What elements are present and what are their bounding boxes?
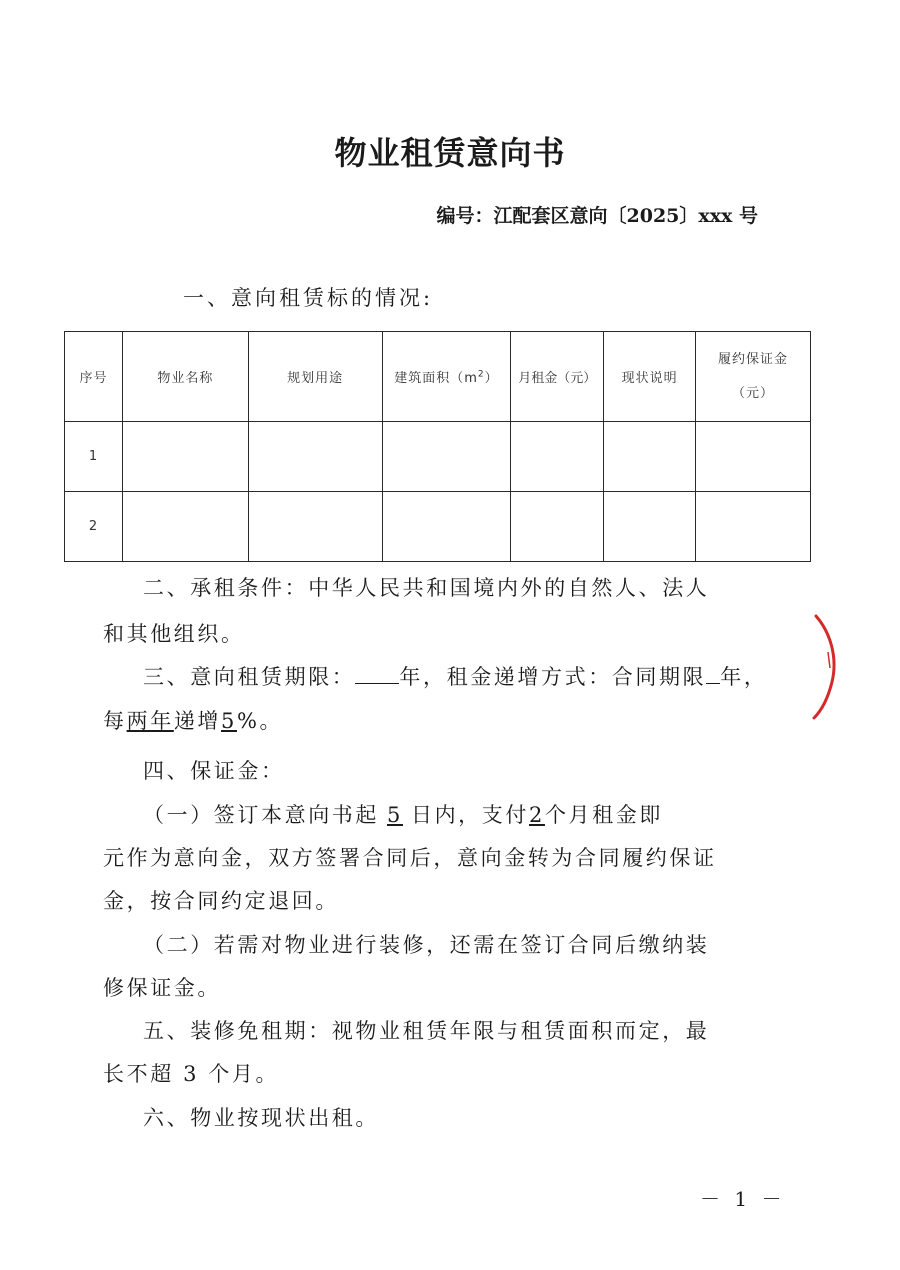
lease-term-label: 三、意向租赁期限：: [143, 665, 356, 689]
cell-rent[interactable]: [511, 422, 604, 492]
deposit-days: 5: [387, 803, 403, 827]
deposit-clause-end: 个月租金即: [544, 803, 663, 827]
increase-rate: 5: [221, 709, 237, 733]
col-header-area: [382, 332, 511, 422]
section-3-line-2: [103, 708, 723, 734]
cell-area[interactable]: [382, 492, 511, 562]
seal-edge-mark: [808, 612, 848, 722]
col-header-no: 序号: [65, 332, 123, 422]
deposit-label: 履约保证金: [718, 351, 789, 367]
section-4-2-line-1: （二）若需对物业进行装修，还需在签订合同后缴纳装: [143, 933, 710, 957]
cell-deposit[interactable]: [696, 422, 811, 492]
cell-area[interactable]: [382, 422, 511, 492]
section-4-heading: 四、保证金：: [143, 759, 285, 783]
table-row: [65, 492, 811, 562]
increase-interval: 两年: [126, 709, 174, 733]
section-5-line-2: 长不超 3 个月。: [103, 1062, 280, 1086]
section-2-line-2: 和其他组织。: [103, 622, 245, 646]
col-header-rent: 月租金（元）: [511, 332, 604, 422]
document-number: 编号：江配套区意向〔2025〕xxx 号: [436, 205, 758, 227]
increase-label: 递增: [173, 709, 222, 733]
row-number: 2: [65, 492, 123, 562]
cell-rent[interactable]: [511, 492, 604, 562]
deposit-clause-mid: 日内，支付: [410, 803, 529, 827]
section-1-heading: 一、意向租赁标的情况:: [183, 286, 434, 310]
col-header-name: 物业名称: [122, 332, 248, 422]
lease-term-blank[interactable]: [355, 665, 399, 684]
deposit-unit: （元）: [732, 385, 775, 401]
document-title: 物业租赁意向书: [334, 134, 566, 172]
area-label: 建筑面积（m: [394, 371, 478, 386]
table-row: [65, 422, 811, 492]
page-number: － 1 －: [700, 1187, 786, 1211]
table-header-row: [65, 332, 811, 422]
cell-status[interactable]: [604, 492, 696, 562]
rental-table: [64, 331, 811, 562]
section-4-1-line-3: 金，按合同约定退回。: [103, 889, 339, 913]
col-header-use: 规划用途: [248, 332, 382, 422]
deposit-months: 2: [528, 803, 545, 827]
cell-use[interactable]: [248, 492, 382, 562]
area-unit-sup: 2: [477, 369, 485, 380]
section-5-line-1: 五、装修免租期：视物业租赁年限与租赁面积而定，最: [143, 1019, 710, 1043]
year-suffix: 年，: [720, 665, 768, 689]
section-6: 六、物业按现状出租。: [143, 1106, 379, 1130]
cell-name[interactable]: [122, 422, 248, 492]
cell-name[interactable]: [122, 492, 248, 562]
section-4-1-line-1: [143, 802, 763, 828]
contract-term-blank[interactable]: [706, 665, 720, 684]
area-close: ）: [484, 371, 499, 386]
cell-deposit[interactable]: [696, 492, 811, 562]
row-number: 1: [65, 422, 123, 492]
rent-increase-label: 年，租金递增方式：合同期限: [399, 665, 707, 689]
deposit-clause-start: （一）签订本意向书起: [143, 803, 379, 827]
col-header-status: 现状说明: [604, 332, 696, 422]
col-header-deposit: [696, 332, 811, 422]
section-4-1-line-2: 元作为意向金，双方签署合同后，意向金转为合同履约保证: [103, 846, 717, 870]
section-4-2-line-2: 修保证金。: [103, 976, 221, 1000]
section-3-line-1: [143, 664, 768, 690]
percent-suffix: %。: [236, 709, 284, 733]
cell-use[interactable]: [248, 422, 382, 492]
every-label: 每: [103, 709, 127, 733]
cell-status[interactable]: [604, 422, 696, 492]
section-2-line-1: 二、承租条件：中华人民共和国境内外的自然人、法人: [143, 576, 710, 600]
